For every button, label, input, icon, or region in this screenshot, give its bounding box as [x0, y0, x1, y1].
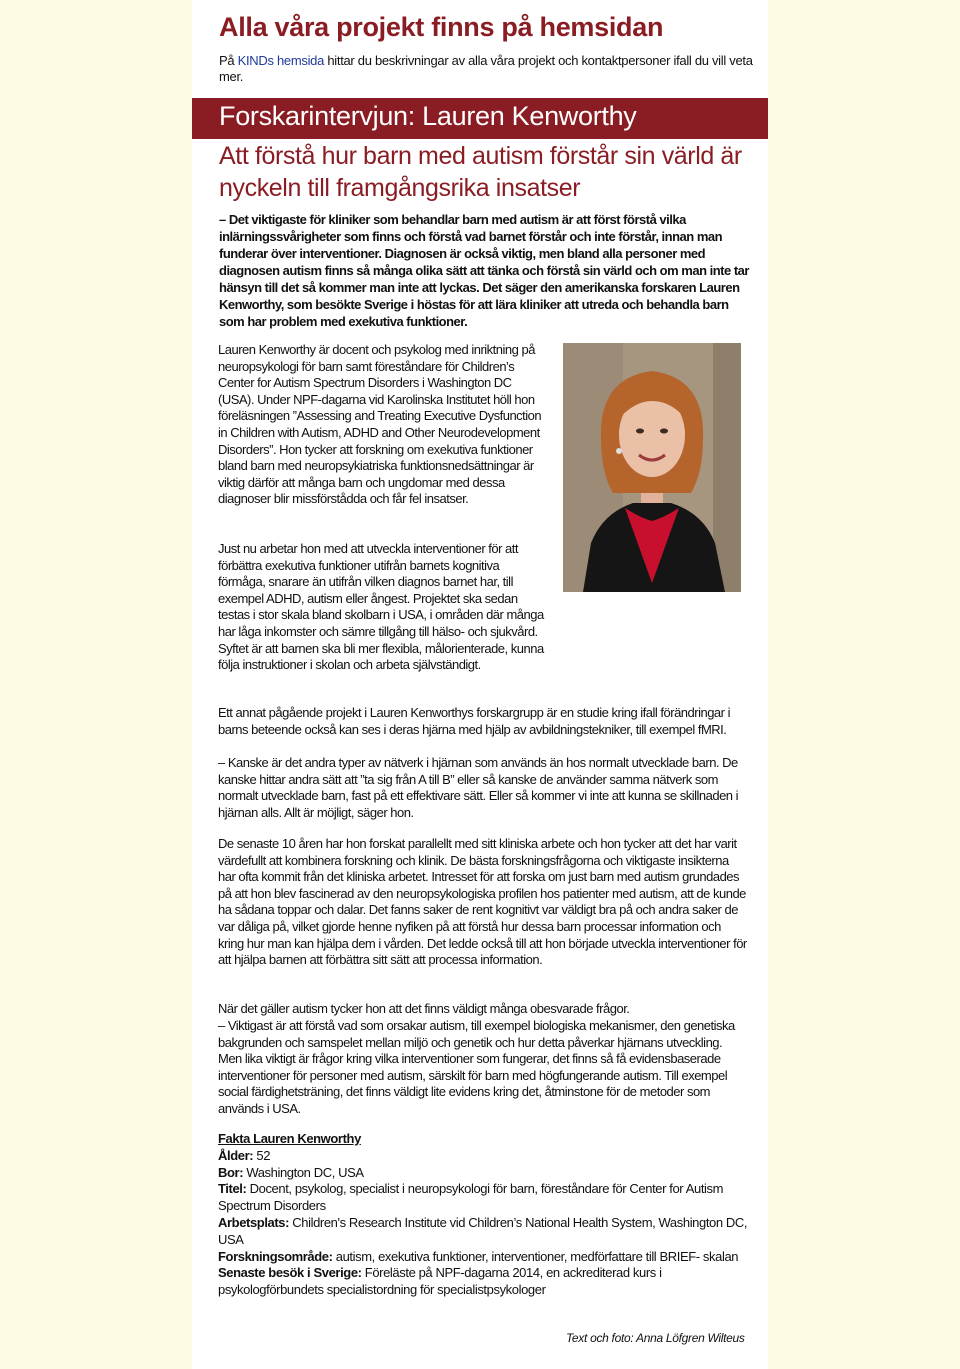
- photo-credit: Text och foto: Anna Löfgren Wilteus: [566, 1331, 745, 1345]
- paragraph-fmri-quote: – Kanske är det andra typer av nätverk i hjärnan som används än hos normalt utvecklade barn. De kanske hittar andra sätt att ”ta sig från A till B” eller så kanske de använder samma nätverk som normalt utvecklade barn, fast på ett effektivare sätt. Eller så kommer vi inte att kunna se skillnaden i hjärnan alls. Allt är möjligt, säger hon.: [218, 755, 739, 820]
- portrait-illustration: [563, 343, 741, 592]
- banner-title: Forskarintervjun: Lauren Kenworthy: [219, 101, 637, 131]
- article-lead: – Det viktigaste för kliniker som behandlar barn med autism är att först förstå vilka inlärningssvårigheter som finns och förstå vad barnet förstår och inte förstår, innan man funderar över interventioner. Diagnosen är också viktig, men bland alla personer med diagnosen autism finns så många olika sätt att tänka och förstå sin värld och om man inte tar hänsyn till det så kommer man inte att lyckas. Det säger den amerikanska forskaren Lauren Kenworthy, som besökte Sverige i höstas för att lära kliniker att utreda och behandla barn som har problem med exekutiva funktioner.: [219, 212, 749, 329]
- fact-title: Titel: Docent, psykolog, specialist i neuropsykologi för barn, föreståndare för Center for Autism Spectrum Disorders: [218, 1181, 724, 1214]
- paragraph-fmri-study: Ett annat pågående projekt i Lauren Kenworthys forskargrupp är en studie kring ifall förändringar i barns beteende också kan ses i deras hjärna med hjälp av avbildningstekniker, till exempel fMRI.: [218, 705, 730, 737]
- right-margin-band: [768, 0, 960, 1369]
- article-subtitle: Att förstå hur barn med autism förstår sin värld är nyckeln till framgångsrika insatser: [219, 142, 742, 202]
- fact-research-field: Forskningsområde: autism, exekutiva funktioner, interventioner, medförfattare till BRIEF- skalan: [218, 1248, 739, 1264]
- section-heading: Alla våra projekt finns på hemsidan: [219, 12, 664, 42]
- article-page: [192, 0, 768, 1369]
- paragraph-intro-bio: Lauren Kenworthy är docent och psykolog med inriktning på neuropsykologi för barn samt föreståndare för Children’s Center for Autism Spectrum Disorders i Washington DC (USA). Under NPF-dagarna vid Karolinska Institutet höll hon föreläsningen ”Assessing and Treating Executive Dysfunction in Children with Autism, ADHD and Other Neurodevelopment Disorders”. Hon tycker att forskning om exekutiva funktioner bland barn med neuropsykiatriska funktionsnedsättningar är viktig därför att många barn och ungdomar med dessa diagnoser blir missförstådda och får fel insatser.: [218, 342, 542, 507]
- fact-residence: Bor: Washington DC, USA: [218, 1164, 364, 1180]
- fact-age: Ålder: 52: [218, 1147, 271, 1163]
- portrait-photo: [563, 343, 741, 592]
- kind-website-link[interactable]: KINDs hemsida: [237, 53, 325, 68]
- paragraph-current-project: Just nu arbetar hon med att utveckla interventioner för att förbättra exekutiva funktioner utifrån barnets kognitiva förmåga, snarare än utifrån vilken diagnos barnet har, till exempel ADHD, autism eller ångest. Projektet ska sedan testas i stor skala bland skolbarn i USA, i områden där många har låga inkomster och sämre tillgång till hälso- och sjukvård. Syftet är att barnen ska bli mer flexibla, målorienterade, kunna följa instruktioner i skolan och arbeta självständigt.: [218, 541, 544, 673]
- facts-box: [218, 1131, 748, 1299]
- fact-workplace: Arbetsplats: Children's Research Institute vid Children’s National Health System, Washington DC, USA: [218, 1214, 748, 1247]
- intro-paragraph: På KINDs hemsida hittar du beskrivningar av alla våra projekt och kontaktpersoner ifall du vill veta mer.: [219, 53, 753, 84]
- paragraph-open-questions-quote: – Viktigast är att förstå vad som orsakar autism, till exempel biologiska mekanismer, den genetiska bakgrunden och samspelet mellan miljö och genetik och hur detta påverkar hjärnans utveckling. Men lika viktigt är frågor kring vilka interventioner som fungerar, det finns så få evidensbaserade interventioner för personer med autism, särskilt för barn med högfungerande autism. Till exempel social färdighetsträning, det finns väldigt lite evidens kring det, åtminstone för de metoder som används i USA.: [218, 1018, 735, 1116]
- left-margin-band: [0, 0, 192, 1369]
- facts-heading: Fakta Lauren Kenworthy: [218, 1131, 361, 1146]
- paragraph-research-clinic: De senaste 10 åren har hon forskat parallellt med sitt kliniska arbete och hon tycker att det har varit värdefullt att kombinera forskning och klinik. De bästa forskningsfrågorna och viktigaste insikterna har ofta kommit från det kliniska arbetet. Intresset för att forska om just barn med autism grundades på att hon blev fascinerad av den neuropsykologiska profilen hos patienter med autism, att de kunde ha sådana toppar och dalar. Det fanns saker de rent kognitivt var väldigt bra på och andra saker de var dåliga på, vilket gjorde henne nyfiken på att förstå hur dessa barn processar information och kring hur man kan hjälpa dem i vården. Det ledde också till att hon började utveckla interventioner för att hjälpa barnen att förbättra sitt sätt att processa information.: [218, 836, 747, 968]
- paragraph-open-questions: När det gäller autism tycker hon att det finns väldigt många obesvarade frågor.: [218, 1001, 630, 1016]
- interview-banner: [192, 98, 768, 139]
- fact-latest-visit: Senaste besök i Sverige: Föreläste på NPF-dagarna 2014, en ackrediterad kurs i psykologförbundets specialistordning för specialistpsykologer: [218, 1265, 662, 1298]
